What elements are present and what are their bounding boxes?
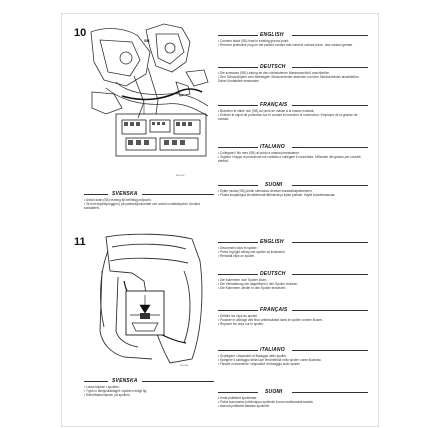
- rule: [142, 381, 214, 382]
- rule: [292, 35, 368, 36]
- step-10-svenska-text: • Anslut svart (SB) ledning till befintlig jordpunkt. • Ta bort skyddsplugg(en) på parkeraljuskontakt och anslut kontaktstycket. Använd kontaktfett.: [84, 198, 201, 211]
- step-11-deutsch-header: DEUTSCH: [260, 271, 286, 277]
- rule: [292, 105, 368, 106]
- step-10-francais-text: • Brancher le câble noir (SB) au point de masse à la masse existant. • Enlever le capot de protection sur le contact et brancher le connecteur. Employer de la graisse de contact.: [218, 109, 358, 122]
- instruction-page: [62, 14, 378, 426]
- rule: [292, 185, 368, 186]
- step-10-illustration: [86, 22, 212, 160]
- step-10-english-header: ENGLISH: [260, 32, 284, 38]
- rule: [218, 274, 258, 275]
- step-11-english-text: • Disconnect clips in spoiler. • Press fog light wiring into spoiler as illustrated. • Reinstall clips on spoiler.: [218, 246, 286, 259]
- rule: [218, 310, 258, 311]
- step-10-deutsch-text: • Die schwarze (SB) Leitung an den vorhandenen Masseanschluß anschließen. • Den Schutzstopfen vom befestigten Steckverbinder abziehen und den Steckverbinder anschließen. Dabei Kontaktfett verwenden.: [218, 71, 360, 84]
- rule: [292, 242, 368, 243]
- rule: [218, 147, 258, 148]
- step-11-svenska-text: • Lossa klipsen i spoilern. • Tryck in dimljuskablaget i spoilern enligt fig. • Sätt tillbaka klipsen på spoilern.: [84, 385, 148, 398]
- rule: [292, 274, 368, 275]
- rule: [292, 310, 368, 311]
- rule: [292, 67, 368, 68]
- figure-callout-sb: SB: [144, 38, 150, 43]
- step-10-suomi-header: SUOMI: [265, 182, 283, 188]
- step-11-svenska-header: SVENSKA: [112, 378, 138, 384]
- step-10-italiano-header: ITALIANO: [260, 144, 285, 150]
- spoiler-drawing: [88, 231, 214, 365]
- step-11-francais-header: FRANÇAIS: [260, 307, 288, 313]
- rule: [218, 392, 258, 393]
- step-11-illustration: [88, 231, 214, 365]
- step-10-suomi-text: • Kytke musta (SB) johdin olemassa olevaan maadoituspisteeseen. • Poista suojatulppa kiinnittimestä liittimestä ja kytke pistoke. Käytä kosketinrasvaa.: [218, 189, 336, 198]
- rule: [292, 147, 368, 148]
- step-10-francais-header: FRANÇAIS: [260, 102, 288, 108]
- rule: [292, 392, 368, 393]
- rule: [218, 185, 258, 186]
- step-10-number: 10: [74, 27, 87, 39]
- rule: [218, 242, 258, 243]
- rule: [218, 105, 258, 106]
- rule: [218, 35, 258, 36]
- step-10-svenska-header: SVENSKA: [112, 191, 138, 197]
- svenska-rule-left: [84, 194, 108, 195]
- svenska-rule-right: [142, 194, 214, 195]
- step-10-english-text: • Connect black (SB) lead to existing ground point. • Remove protective plug on the parked contact and connect contact piece. Use contact grease.: [218, 39, 354, 48]
- rule: [84, 381, 108, 382]
- step-11-francais-text: • Défaire les clips du spoiler. • Pousser le câblage des feux antibrouillard dans le spoiler comme illustré. • Reposer les clips sur le spoiler.: [218, 314, 323, 327]
- step-11-italiano-text: • Scollegare i dispositivi di fissaggio dello spoiler. • Spingere il cablaggio della luce fendinebbia nello spoiler come illustrato. • Fissare nuovamente i dispositivi di fissaggio sullo spoiler.: [218, 354, 322, 367]
- rule: [218, 67, 258, 68]
- step-10-figure-code: 8601159: [176, 175, 185, 177]
- step-11-number: 11: [74, 236, 86, 248]
- step-11-suomi-header: SUOMI: [265, 389, 283, 395]
- step-11-deutsch-text: • Die Klammern vom Spoiler lösen. • Die Verkabelung wie abgebildet in den Spoiler drücken. • Die Klammern wieder in den Spoiler einsetzen.: [218, 278, 299, 291]
- step-10-italiano-text: • Collegare il filo nero (SB) al punto a massa preesistente. • Togliere il tappo di protezione sul contatto e collegare il connettore. Utilizzare del grasso per contatti elettrici.: [218, 151, 361, 164]
- rule: [218, 350, 258, 351]
- step-10-deutsch-header: DEUTSCH: [260, 64, 286, 70]
- step-11-english-header: ENGLISH: [260, 239, 284, 245]
- step-11-suomi-text: • Irrota pidikkeet spoilerista. • Paina sumuvalon johdinnippu spoileriin kuvan osoittamalla tavalla. • Asenna pidikkeet takaisin spoileriin.: [218, 396, 314, 409]
- step-11-italiano-header: ITALIANO: [260, 347, 285, 353]
- step-11-figure-code: 8601160: [180, 365, 189, 367]
- rule: [292, 350, 368, 351]
